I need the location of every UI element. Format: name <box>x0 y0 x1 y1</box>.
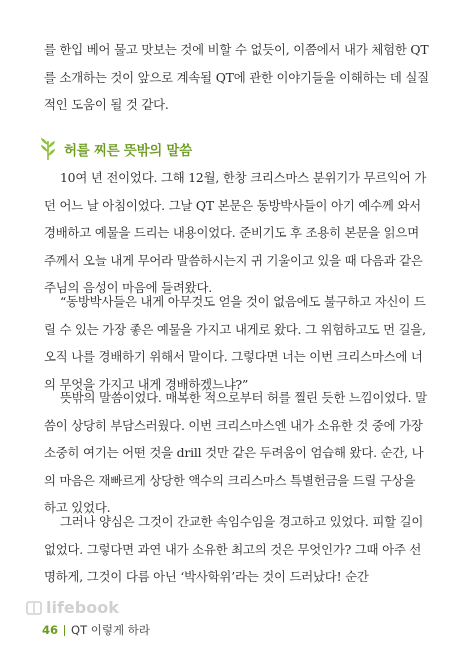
paragraph-conscience: 그러나 양심은 그것이 간교한 속임수임을 경고하고 있었다. 피할 길이 없었다. 그렇다면 과연 내가 소유한 최고의 것은 무엇인가? 그때 아주 선명하게, 그것이 다름 아닌 ‘박사학위’라는 것이 드러났다! 순간 <box>44 514 424 585</box>
footer-divider <box>64 625 65 636</box>
section-heading-row <box>38 136 192 162</box>
page-number: 46 <box>42 623 59 637</box>
watermark-logo-icon <box>26 600 42 616</box>
running-title: QT 이렇게 하라 <box>71 623 150 637</box>
section-heading: 허를 찌른 뜻밖의 말씀 <box>64 143 192 159</box>
leaf-icon <box>38 137 58 161</box>
paragraph-intro: 를 한입 베어 물고 맛보는 것에 비할 수 없듯이, 이쯤에서 내가 체험한 QT를 소개하는 것이 앞으로 계속될 QT에 관한 이야기들을 이해하는 데 실질적인 도움이 될 것 같다. <box>44 42 429 113</box>
page-footer <box>42 622 150 638</box>
watermark <box>26 598 119 617</box>
paragraph-reflection: 뜻밖의 말씀이었다. 매복한 적으로부터 허를 찔린 듯한 느낌이었다. 말씀이 상당히 부담스러웠다. 이번 크리스마스엔 내가 소유한 것 중에 가장 소중히 여기는 어떤 것을 drill 것만 같은 두려움이 엄습해 왔다. 순간, 나의 마음은 재빠르게 상당한 액수의 크리스마스 특별헌금을 드릴 구상을 하고 있었다. <box>44 390 427 516</box>
paragraph-story: 10여 년 전이었다. 그해 12월, 한창 크리스마스 분위기가 무르익어 가던 어느 날 아침이었다. 그날 QT 본문은 동방박사들이 아기 예수께 와서 경배하고 예물을 드리는 내용이었다. 준비기도 후 조용히 본문을 읽으며 주께서 오늘 내게 무어라 말씀하시는지 귀 기울이고 있을 때 다음과 같은 주님의 음성이 마음에 들려왔다. <box>44 170 427 296</box>
paragraph-quote: “동방박사들은 내게 아무것도 얻을 것이 없음에도 불구하고 자신이 드릴 수 있는 가장 좋은 예물을 가지고 내게로 왔다. 그 위험하고도 먼 길을, 오직 나를 경배하기 위해서 말이다. 그렇다면 너는 이번 크리스마스에 너의 무엇을 가지고 내게 경배하겠느냐?” <box>44 294 426 392</box>
watermark-text: lifebook <box>46 598 119 617</box>
